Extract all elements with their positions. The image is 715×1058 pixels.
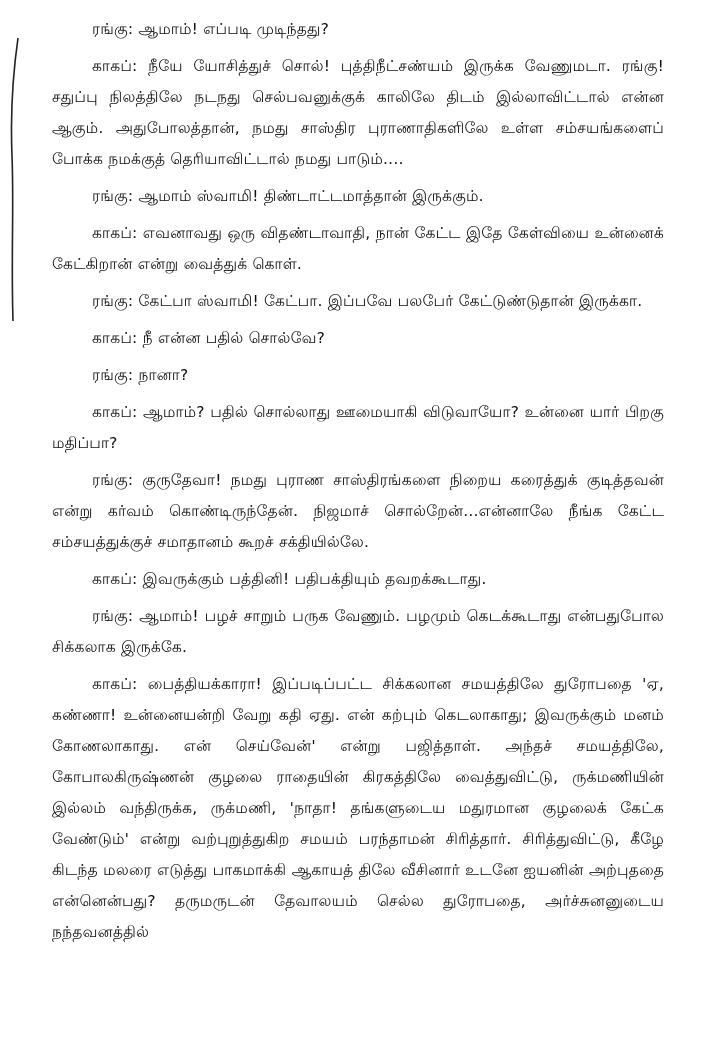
margin-bracket-mark [2,36,22,326]
dialogue-paragraph: காகப்: பைத்தியக்காரா! இப்படிப்பட்ட சிக்கலான சமயத்திலே துரோபதை 'ஏ, கண்ணா! உன்னையன்றி வேறு கதி ஏது. என் கற்பும் கெடலாகாது; இவருக்கும் மனம் கோணலாகாது. என் செய்வேன்' என்று பஜித்தாள். அந்தச் சமயத்திலே, கோபாலகிருஷ்ணன் குழலை ராதையின் கிரகத்திலே வைத்துவிட்டு, ருக்மணியின் இல்லம் வந்திருக்க, ருக்மணி, 'நாதா! தங்களுடைய மதுரமான குழலைக் கேட்க வேண்டும்' என்று வற்புறுத்துகிற சமயம் பரந்தாமன் சிரித்தார். சிரித்துவிட்டு, கீழே கிடந்த மலரை எடுத்து பாகமாக்கி ஆகாயத் திலே வீசினார் உடனே ஐயனின் அற்புததை என்னென்பது? தருமருடன் தேவாலயம் செல்ல துரோபதை, அர்ச்சுனனுடைய நந்தவனத்தில் [52,675,664,941]
dialogue-paragraph: காகப்: இவருக்கும் பத்தினி! பதிபக்தியும் தவறக்கூடாது. [92,570,487,588]
dialogue-paragraph: காகப்: நீ என்ன பதில் சொல்வே? [92,329,326,347]
dialogue-paragraph: காகப்: ஆமாம்? பதில் சொல்லாது ஊமையாகி விடுவாயோ? உன்னை யார் பிறகு மதிப்பா? [52,403,664,452]
dialogue-paragraph: காகப்: நீயே யோசித்துச் சொல்! புத்திநீட்சண்யம் இருக்க வேணுமடா. ரங்கு! சதுப்பு நிலத்திலே நடநது செல்பவனுக்குக் காலிலே திடம் இல்லாவிட்டால் என்ன ஆகும். அதுபோலத்தான், நமது சாஸ்திர புராணாதிகளிலே உள்ள சம்சயங்களைப் போக்க நமக்குத் தெரியாவிட்டால் நமது பாடும்.... [52,57,664,168]
dialogue-paragraph: ரங்கு: கேட்பா ஸ்வாமி! கேட்பா. இப்பவே பலபேர் கேட்டுண்டுதான் இருக்கா. [92,292,643,310]
dialogue-paragraph: ரங்கு: குருதேவா! நமது புராண சாஸ்திரங்களை நிறைய கரைத்துக் குடித்தவன் என்று கர்வம் கொண்டிருந்தேன். நிஜமாச் சொல்றேன்...என்னாலே நீங்க கேட்ட சம்சயத்துக்குச் சமாதானம் கூறச் சக்தியில்லே. [52,471,664,551]
dialogue-paragraph: ரங்கு: நானா? [92,366,189,384]
dialogue-paragraph: ரங்கு: ஆமாம்! பழச் சாறும் பருக வேணும். பழமும் கெடக்கூடாது என்பதுபோல சிக்கலாக இருக்கே. [52,607,664,656]
dialogue-paragraph: காகப்: எவனாவது ஒரு விதண்டாவாதி, நான் கேட்ட இதே கேள்வியை உன்னைக் கேட்கிறான் என்று வைத்துக் கொள். [52,224,664,273]
dialogue-paragraph: ரங்கு: ஆமாம் ஸ்வாமி! திண்டாட்டமாத்தான் இருக்கும். [92,187,484,205]
dialogue-paragraph: ரங்கு: ஆமாம்! எப்படி முடிந்தது? [92,20,330,38]
document-page [52,14,664,954]
